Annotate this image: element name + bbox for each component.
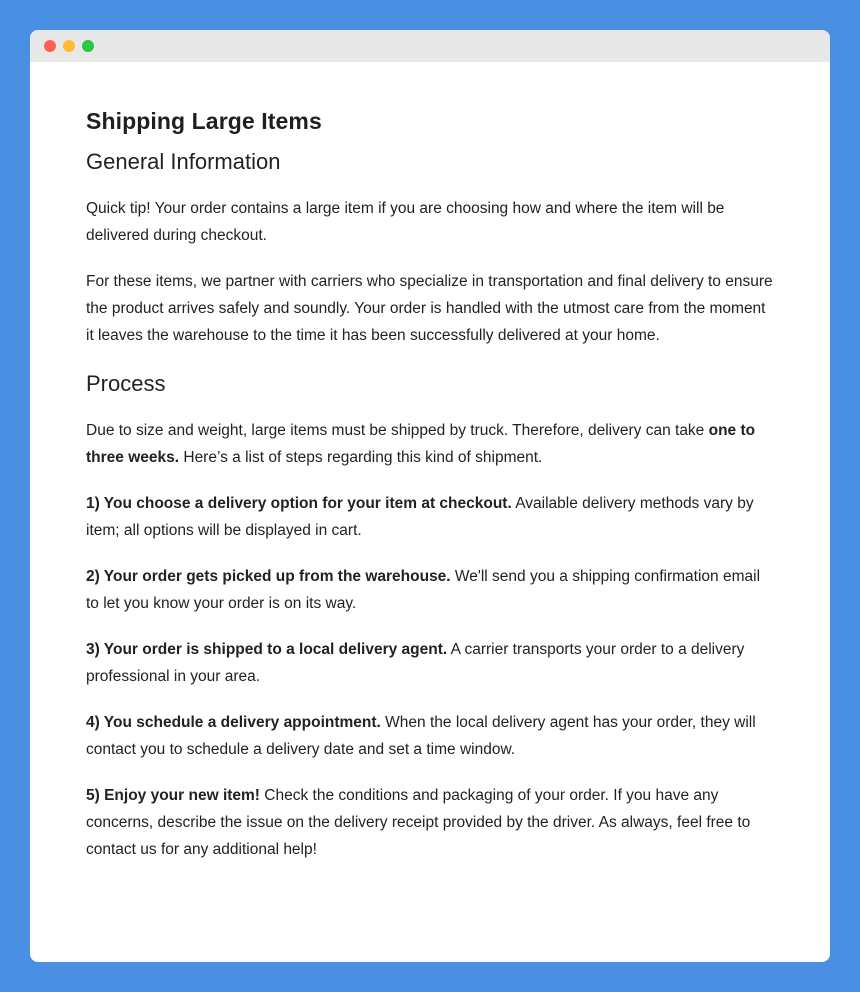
step-description: Check the conditions and packaging of your order. If you have any concerns, describe the issue on the delivery receipt provided by the driver. As always, feel free to contact us for any additional help!	[86, 787, 751, 858]
general-information-heading: General Information	[86, 149, 281, 174]
process-step-2	[86, 563, 774, 617]
step-title: 3) Your order is shipped to a local delivery agent.	[86, 641, 448, 658]
process-intro-text: Due to size and weight, large items must be shipped by truck. Therefore, delivery can take	[86, 422, 709, 439]
step-description: When the local delivery agent has your order, they will contact you to schedule a delivery date and set a time window.	[86, 714, 756, 758]
process-intro-duration: one to three weeks.	[86, 422, 756, 466]
step-description: A carrier transports your order to a delivery professional in your area.	[86, 641, 745, 685]
process-step-4	[86, 709, 774, 763]
step-title: 4) You schedule a delivery appointment.	[86, 714, 381, 731]
process-heading: Process	[86, 371, 166, 396]
step-title: 1) You choose a delivery option for your item at checkout.	[86, 495, 512, 512]
process-step-1	[86, 490, 774, 544]
step-title: 5) Enjoy your new item!	[86, 787, 260, 804]
minimize-window-icon[interactable]	[63, 40, 75, 52]
process-intro	[86, 417, 774, 471]
step-description: We'll send you a shipping confirmation email to let you know your order is on its way.	[86, 568, 761, 612]
page-title: Shipping Large Items	[86, 108, 322, 134]
window-titlebar	[30, 30, 830, 62]
process-step-3	[86, 636, 774, 690]
close-window-icon[interactable]	[44, 40, 56, 52]
article-content	[30, 62, 830, 863]
step-title: 2) Your order gets picked up from the warehouse.	[86, 568, 451, 585]
process-intro-text-end: Here’s a list of steps regarding this kind of shipment.	[179, 449, 543, 466]
browser-window	[30, 30, 830, 962]
general-paragraph-2: For these items, we partner with carriers who specialize in transportation and final delivery to ensure the product arrives safely and soundly. Your order is handled with the utmost care from the moment it leaves the warehouse to the time it has been successfully delivered at your home.	[86, 273, 773, 344]
step-description: Available delivery methods vary by item; all options will be displayed in cart.	[86, 495, 754, 539]
general-paragraph-1: Quick tip! Your order contains a large item if you are choosing how and where the item will be delivered during checkout.	[86, 200, 725, 244]
process-step-5	[86, 782, 774, 863]
maximize-window-icon[interactable]	[82, 40, 94, 52]
